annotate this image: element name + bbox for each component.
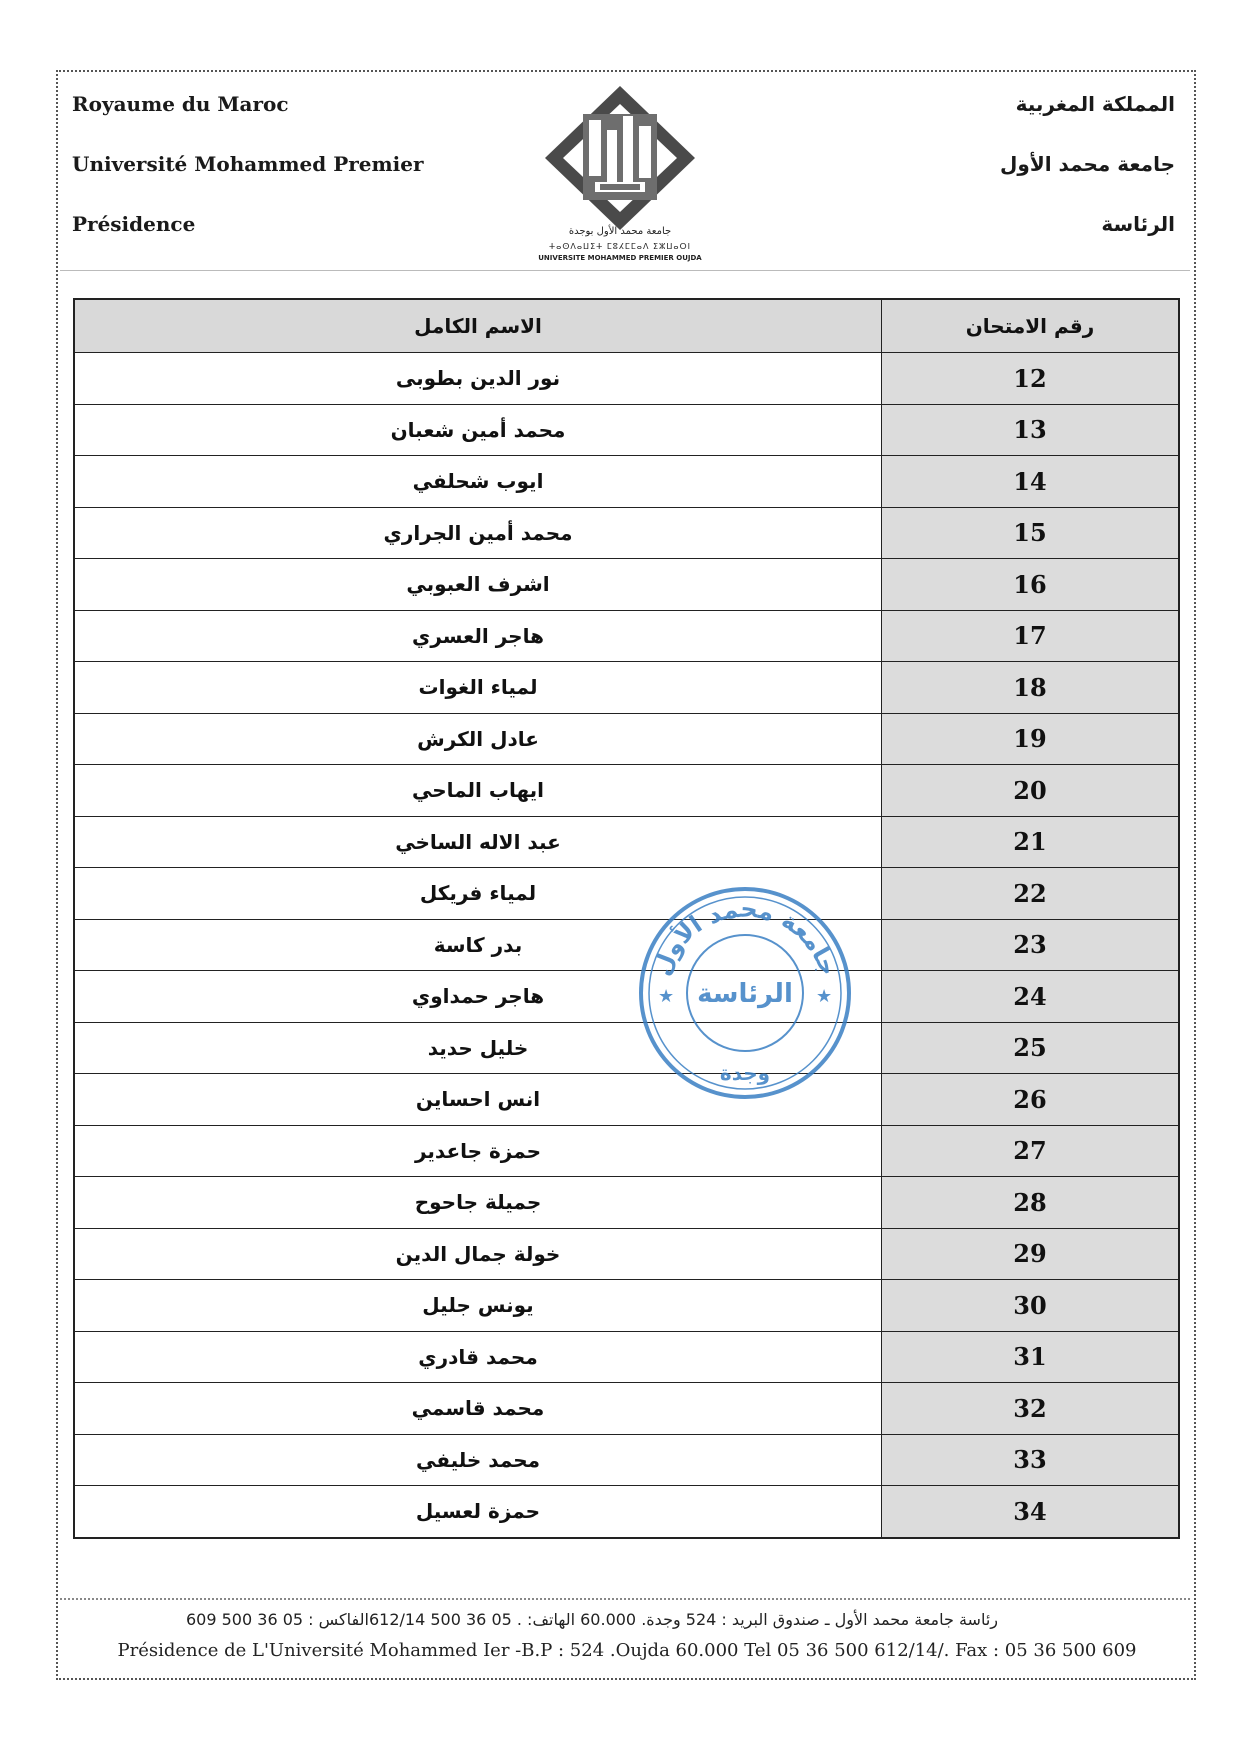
exam-number-cell: 26: [882, 1074, 1180, 1126]
table-row: [74, 507, 1179, 559]
header-ar-kingdom: المملكة المغربية: [1015, 92, 1175, 116]
student-name-cell: محمد أمين شعبان: [74, 404, 882, 456]
table-header-row: [74, 299, 1179, 353]
stamp-center-text: الرئاسة: [697, 979, 793, 1009]
exam-number-cell: 15: [882, 507, 1180, 559]
table-row: [74, 1434, 1179, 1486]
table-row: [74, 353, 1179, 405]
table-row: [74, 1331, 1179, 1383]
student-name-cell: نور الدين بطوبى: [74, 353, 882, 405]
exam-number-cell: 17: [882, 610, 1180, 662]
exam-number-cell: 23: [882, 919, 1180, 971]
exam-number-cell: 18: [882, 662, 1180, 714]
exam-number-cell: 19: [882, 713, 1180, 765]
exam-number-cell: 20: [882, 765, 1180, 817]
student-name-cell: عادل الكرش: [74, 713, 882, 765]
table-row: [74, 1228, 1179, 1280]
table-row: [74, 1177, 1179, 1229]
exam-number-cell: 32: [882, 1383, 1180, 1435]
exam-number-cell: 31: [882, 1331, 1180, 1383]
exam-number-cell: 33: [882, 1434, 1180, 1486]
exam-number-cell: 13: [882, 404, 1180, 456]
student-name-cell: عبد الاله الساخي: [74, 816, 882, 868]
stamp-top-text: جامعة محمد الأول: [647, 894, 843, 980]
exam-number-cell: 34: [882, 1486, 1180, 1538]
student-name-cell: لمياء فريكل: [74, 868, 882, 920]
university-logo-icon: [545, 86, 695, 266]
student-name-cell: حمزة جاعدير: [74, 1125, 882, 1177]
header-fr-presidency: Présidence: [72, 212, 196, 236]
exam-number-cell: 25: [882, 1022, 1180, 1074]
header-ar-university: جامعة محمد الأول: [1000, 152, 1175, 176]
table-row: [74, 1383, 1179, 1435]
student-name-cell: محمد خليفي: [74, 1434, 882, 1486]
stamp-bottom-text: وجدة: [719, 1061, 771, 1085]
student-name-cell: لمياء الغوات: [74, 662, 882, 714]
student-name-cell: محمد أمين الجراري: [74, 507, 882, 559]
exam-number-cell: 27: [882, 1125, 1180, 1177]
student-name-cell: هاجر حمداوي: [74, 971, 882, 1023]
exam-number-cell: 21: [882, 816, 1180, 868]
table-row: [74, 1280, 1179, 1332]
logo-caption-tifinagh: ⵜⴰⵙⴷⴰⵡⵉⵜ ⵎⵓⵃⵎⵎⴰⴷ ⵉⵣⵡⴰⵔⵏ: [549, 242, 691, 251]
exam-number-cell: 28: [882, 1177, 1180, 1229]
exam-number-cell: 24: [882, 971, 1180, 1023]
header-fr-university: Université Mohammed Premier: [72, 152, 424, 176]
header-divider: [60, 270, 1190, 271]
table-row: [74, 971, 1179, 1023]
table-row: [74, 1022, 1179, 1074]
exam-number-cell: 22: [882, 868, 1180, 920]
table-row: [74, 816, 1179, 868]
student-name-cell: بدر كاسة: [74, 919, 882, 971]
footer-address-ar: رئاسة جامعة محمد الأول ـ صندوق البريد : 524 وجدة. 60.000 الهاتف: . 05 36 500 612/14الفاكس : 05 36 500 609: [185, 1610, 998, 1629]
table-row: [74, 404, 1179, 456]
exam-number-cell: 30: [882, 1280, 1180, 1332]
table-row: [74, 919, 1179, 971]
student-name-cell: هاجر العسري: [74, 610, 882, 662]
table-row: [74, 1125, 1179, 1177]
exam-number-cell: 16: [882, 559, 1180, 611]
table-row: [74, 662, 1179, 714]
exam-number-cell: 14: [882, 456, 1180, 508]
student-name-cell: خولة جمال الدين: [74, 1228, 882, 1280]
table-row: [74, 765, 1179, 817]
student-name-cell: جميلة جاحوح: [74, 1177, 882, 1229]
footer-address-fr: Présidence de L'Université Mohammed Ier -B.P : 524 .Oujda 60.000 Tel 05 36 500 612/14/. Fax : 05 36 500 609: [117, 1640, 1137, 1661]
table-row: [74, 559, 1179, 611]
student-name-cell: ايهاب الماحي: [74, 765, 882, 817]
table-row: [74, 868, 1179, 920]
footer-divider: [60, 1598, 1190, 1600]
column-header-exam-number: رقم الامتحان: [882, 299, 1180, 353]
student-name-cell: محمد قادري: [74, 1331, 882, 1383]
student-name-cell: محمد قاسمي: [74, 1383, 882, 1435]
svg-text:جامعة محمد الأول: [647, 895, 843, 980]
student-name-cell: يونس جليل: [74, 1280, 882, 1332]
stamp-star-left-icon: ★: [658, 986, 675, 1007]
student-name-cell: حمزة لعسيل: [74, 1486, 882, 1538]
presidency-stamp-icon: [636, 884, 854, 1102]
student-name-cell: خليل حديد: [74, 1022, 882, 1074]
table-row: [74, 456, 1179, 508]
column-header-full-name: الاسم الكامل: [74, 299, 882, 353]
header-ar-presidency: الرئاسة: [1101, 212, 1175, 236]
table-row: [74, 610, 1179, 662]
student-name-cell: اشرف العبوبي: [74, 559, 882, 611]
stamp-star-right-icon: ★: [816, 986, 833, 1007]
logo-caption-fr: UNIVERSITE MOHAMMED PREMIER OUJDA: [538, 254, 702, 262]
header-fr-kingdom: Royaume du Maroc: [72, 92, 289, 116]
student-name-cell: ايوب شحلفي: [74, 456, 882, 508]
logo-caption-ar: جامعة محمد الأول بوجدة: [568, 226, 672, 237]
table-row: [74, 1074, 1179, 1126]
student-name-cell: انس احساين: [74, 1074, 882, 1126]
exam-number-cell: 12: [882, 353, 1180, 405]
table-row: [74, 1486, 1179, 1538]
exam-number-cell: 29: [882, 1228, 1180, 1280]
exam-results-table: [73, 298, 1180, 1539]
table-row: [74, 713, 1179, 765]
